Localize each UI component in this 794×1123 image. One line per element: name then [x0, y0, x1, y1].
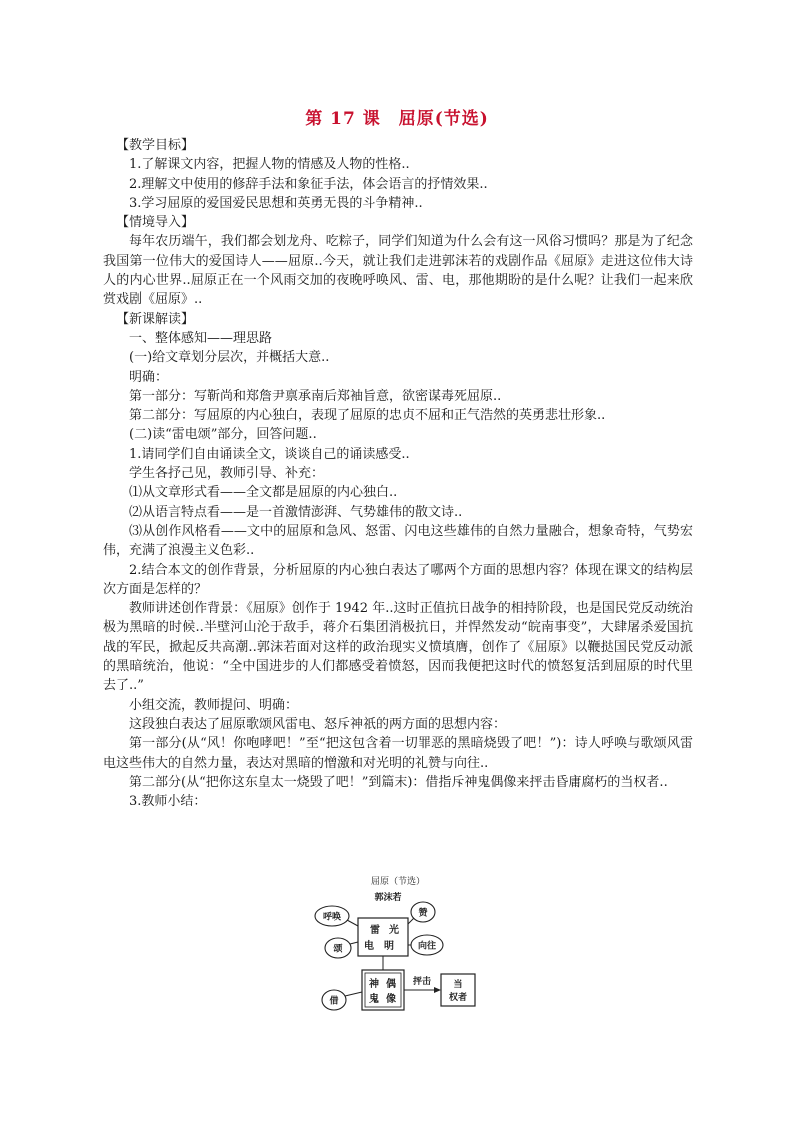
text-line: 教师讲述创作背景：《屈原》创作于 1942 年..这时正值抗日战争的相持阶段，也是国民党反动统治极为黑暗的时候..半壁河山沦于敌手，蒋介石集团消极抗日，并悍然发动“皖南事变”，大肆屠杀爱国抗战的军民，掀起反共高潮..郭沫若面对这样的政治现实义愤填膺，创作了《屈原》以鞭挞国民党反动派的黑暗统治，他说：“全中国进步的人们都感受着愤怒，因而我便把这时代的愤怒复活到屈原的时代里去了..” — [103, 601, 693, 694]
connector — [408, 918, 414, 924]
text-line: 3.学习屈原的爱国爱民思想和英勇无畏的斗争精神.. — [129, 195, 423, 211]
text-line: 小组交流，教师提问、明确： — [129, 697, 299, 713]
idol-char: 像 — [386, 994, 396, 1005]
text-line: 2.理解文中使用的修辞手法和象征手法，体会语言的抒情效果.. — [129, 176, 488, 192]
text-line: 一、整体感知——理思路 — [129, 330, 273, 346]
bubble-label: 借 — [329, 996, 339, 1007]
text-line: 第一部分(从“风！你咆哮吧！”至“把这包含着一切罪恶的黑暗烧毁了吧！”)：诗人呼唤与歌颂风雷电这些伟大的自然力量，表达对黑暗的憎激和对光明的礼赞与向往.. — [103, 736, 693, 771]
text-line: 明确： — [129, 369, 169, 385]
text-line: 这段独白表达了屈原歌颂风雷电、怒斥神祇的两方面的思想内容： — [129, 716, 507, 732]
arrow-head — [434, 987, 441, 993]
target-text: 权者 — [448, 993, 468, 1003]
text-line: 每年农历端午，我们都会划龙舟、吃粽子，同学们知道为什么会有这一风俗习惯吗？那是为了纪念我国第一位伟大的爱国诗人——屈原..今天，就让我们走进郭沫若的戏剧作品《屈原》走进这位伟大诗人的内心世界..屈原正在一个风雨交加的夜晚呼唤风、雷、电，那他期盼的是什么呢？让我们一起来欣赏戏剧《屈原》.. — [103, 234, 693, 308]
idol-char: 偶 — [386, 979, 396, 990]
text-line: 1.了解课文内容，把握人物的情感及人物的性格.. — [129, 157, 410, 173]
idol-char: 神 — [369, 979, 379, 990]
diagram-svg — [300, 870, 500, 1020]
connector — [350, 942, 358, 944]
center-char: 电 — [364, 941, 374, 952]
text-line: (二)读“雷电颂”部分，回答问题.. — [129, 427, 317, 443]
text-line: ⑴从文章形式看——全文都是屈原的内心独白.. — [129, 485, 398, 501]
bubble-label: 向往 — [417, 941, 437, 952]
bubble-label: 呼唤 — [322, 912, 342, 923]
text-line: 【新课解读】 — [116, 311, 195, 327]
arrow-label: 抨击 — [412, 977, 432, 987]
text-line: 【教学目标】 — [116, 138, 195, 153]
document-body — [103, 136, 693, 811]
bubble-label: 赞 — [418, 908, 428, 919]
text-line: 第二部分(从“把你这东皇太一烧毁了吧！”到篇末)：借指斥神鬼偶像来抨击昏庸腐朽的当权者.. — [129, 774, 668, 790]
bubble-label: 颂 — [333, 944, 343, 955]
center-char: 光 — [389, 925, 399, 936]
diagram-title: 屈原（节选） — [370, 877, 426, 887]
text-line: 第二部分：写屈原的内心独白，表现了屈原的忠贞不屈和正气浩然的英勇悲壮形象.. — [129, 408, 606, 424]
text-line: 2.结合本文的创作背景，分析屈原的内心独白表达了哪两个方面的思想内容？体现在课文的结构层次方面是怎样的？ — [103, 562, 693, 597]
text-line: 【情境导入】 — [116, 215, 195, 231]
page-title: 第 17 课 屈原(节选) — [305, 109, 489, 129]
diagram-author: 郭沫若 — [374, 893, 402, 903]
idol-char: 鬼 — [369, 994, 379, 1005]
text-line: ⑵从语言特点看——是一首激情澎湃、气势雄伟的散文诗.. — [129, 504, 463, 520]
connector — [347, 920, 358, 926]
text-line: 1.请同学们自由诵读全文，谈谈自己的诵读感受.. — [129, 446, 410, 462]
text-line: 第一部分：写靳尚和郑詹尹禀承南后郑袖旨意，欲密谋毒死屈原.. — [129, 388, 502, 404]
text-line: 3.教师小结： — [129, 794, 207, 810]
text-line: (一)给文章划分层次，并概括大意.. — [129, 350, 330, 366]
text-line: 学生各抒己见，教师引导、补充： — [129, 466, 325, 482]
structure-diagram — [300, 870, 500, 1020]
target-text: 当 — [453, 980, 463, 990]
center-char: 明 — [384, 941, 394, 952]
center-char: 雷 — [370, 925, 380, 936]
connector — [345, 992, 362, 996]
text-line: ⑶从创作风格看——文中的屈原和急风、怒雷、闪电这些雄伟的自然力量融合，想象奇特，气势宏伟，充满了浪漫主义色彩.. — [103, 523, 693, 559]
